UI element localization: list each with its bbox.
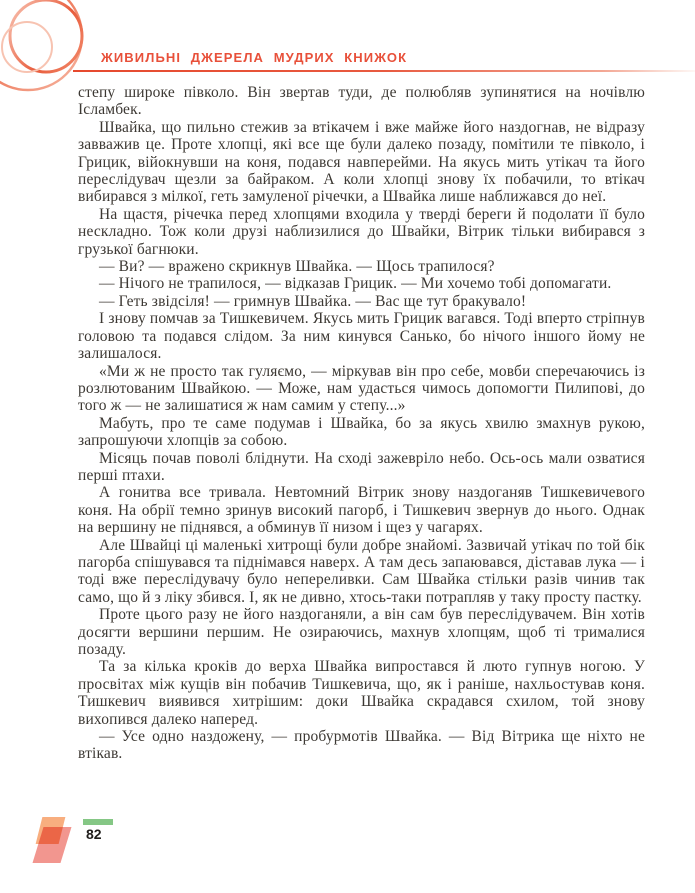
paragraph: — Ви? — вражено скрикнув Швайка. — Щось трапилося? [99, 258, 495, 276]
paragraph: А гонитва все тривала. Невтомний Вітрик знову наздоганяв Тишкевичевого коня. На обрії темно зринув високий пагорб, і Тишкевич звернув до нього. Однак на вершину не піднявся, а обминув її низом і щез у чагарях. [78, 484, 645, 537]
page-text [78, 84, 645, 763]
header-rule [73, 70, 695, 72]
section-title: ЖИВИЛЬНІ ДЖЕРЕЛА МУДРИХ КНИЖОК [101, 50, 408, 65]
paragraph: Проте цього разу не його наздоганяли, а він сам був переслідувачем. Він хотів досягти вершини першим. Не озираючись, махнув хлопцям, щоб ті трималися позаду. [78, 606, 645, 658]
paragraph: степу широке півколо. Він звертав туди, де полюбляв зупинятися на ночівлю Ісламбек. [78, 84, 645, 119]
paragraph: — Геть звідсіля! — гримнув Швайка. — Вас ще тут бракувало! [99, 292, 527, 310]
paragraph: — Усе одно наздожену, — пробурмотів Швайка. — Від Вітрика ще ніхто не втікав. [78, 728, 645, 763]
paragraph: Швайка, що пильно стежив за втікачем і вже майже його наздогнав, не відразу завважив це. Проте хлопці, які все ще були далеко позаду, помітили те півколо, і Грицик, війокнувши на коня, подався навперейми. На якусь мить утікач та його переслідувач щезли за байраком. А коли хлопці знову їх побачили, то втікач вибирався з мілкої, геть замуленої річечки, а Швайка лише наближався до неї. [78, 118, 645, 206]
page-number: 82 [86, 826, 102, 842]
decorative-bar-green [83, 819, 113, 825]
paragraph: Місяць почав поволі бліднути. На сході зажевріло небо. Ось-ось мали озватися перші птахи. [78, 449, 645, 484]
paragraph: І знову помчав за Тишкевичем. Якусь мить Грицик вагався. Тоді вперто стріпнув головою та подався слідом. За ним кинувся Санько, бо нічого іншого йому не залишалося. [78, 310, 645, 363]
paragraph: Мабуть, про те саме подумав і Швайка, бо за якусь хвилю змахнув рукою, запрошуючи хлопців за собою. [78, 414, 645, 450]
paragraph: На щастя, річечка перед хлопцями входила у тверді береги й подолати її було нескладно. Тож коли друзі наблизилися до Швайки, Вітрик тільки вибирався з грузької багнюки. [78, 205, 645, 258]
paragraph: Та за кілька кроків до верха Швайка випростався й люто гупнув ногою. У просвітах між кущів він побачив Тишкевича, що, як і раніше, нахльостував коня. Тишкевич виявився хитрішим: доки Швайка скрадався схилом, той знову вихопився далеко наперед. [78, 658, 645, 728]
paragraph: Але Швайці ці маленькі хитрощі були добре знайомі. Зазвичай утікач по той бік пагорба спішувався та піднімався наверх. А там десь запаювався, діставав лука — і тоді вже переслідувачу було непереливки. Сам Швайка стільки разів чинив так само, що й з ліку збився. І, як не дивно, хтось-таки потрапляв у таку просту пастку. [78, 536, 645, 606]
paragraph: «Ми ж не просто так гуляємо, — міркував він про себе, мовби сперечаючись із розлютованим Швайкою. — Може, нам удасться чимось допомогти Пилипові, до того ж — не залишатися ж нам самим у степу...» [78, 362, 645, 415]
paragraph: — Нічого не трапилося, — відказав Грицик. — Ми хочемо тобі допомагати. [99, 275, 612, 293]
